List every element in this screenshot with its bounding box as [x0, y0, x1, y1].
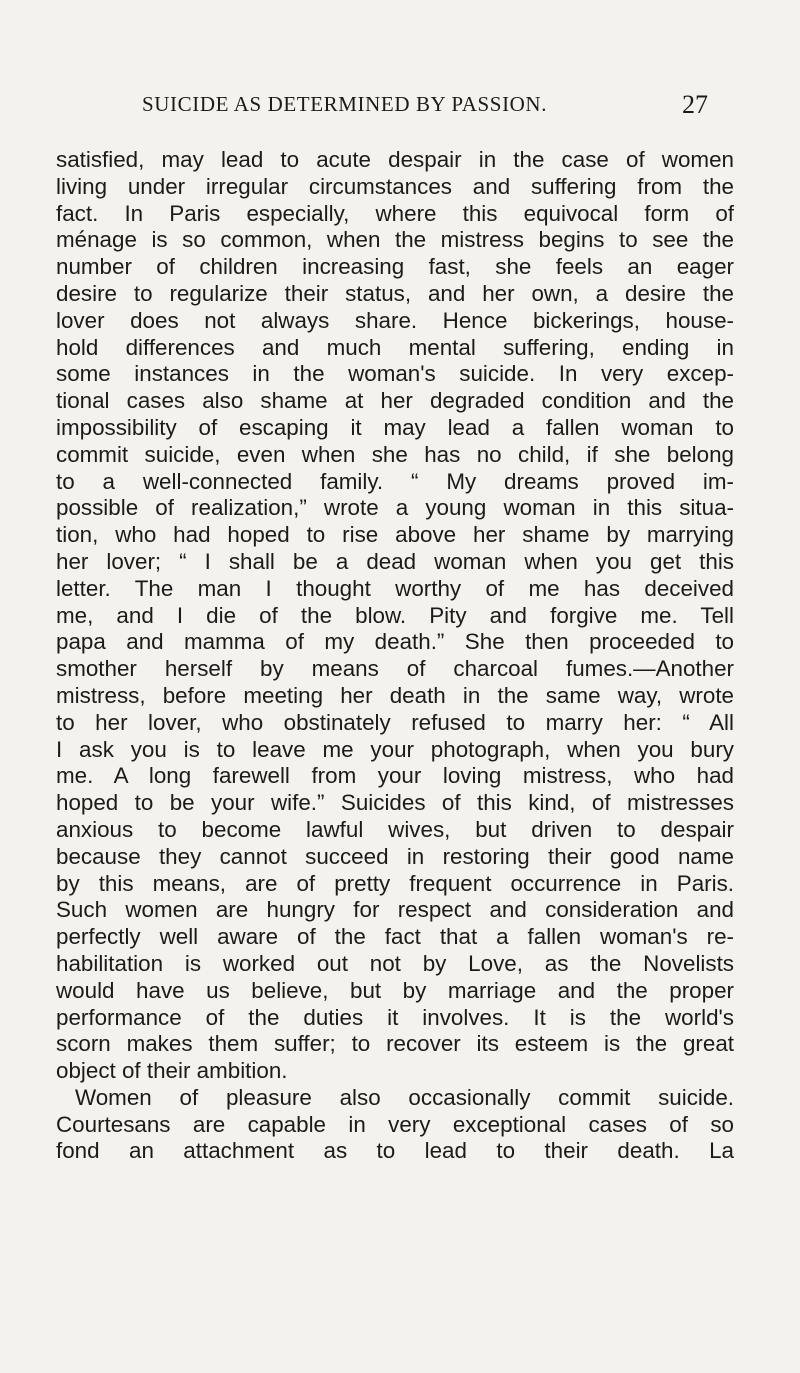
text-line: desire to regularize their status, and her own, a desire the — [56, 280, 734, 306]
text-line: some instances in the woman's suicide. In very excep- — [56, 361, 734, 387]
text-line: perfectly well aware of the fact that a fallen woman's re- — [56, 924, 734, 950]
text-line: lover does not always share. Hence bickerings, house- — [56, 307, 734, 333]
text-line: I ask you is to leave me your photograph, when you bury — [56, 736, 734, 762]
text-line: Courtesans are capable in very exceptional cases of so — [56, 1111, 734, 1137]
text-line: smother herself by means of charcoal fumes.—Another — [56, 656, 734, 682]
text-line: me, and I die of the blow. Pity and forgive me. Tell — [56, 602, 734, 628]
text-line: performance of the duties it involves. It is the world's — [56, 1004, 734, 1030]
text-line: scorn makes them suffer; to recover its esteem is the great — [56, 1031, 734, 1057]
text-line: living under irregular circumstances and suffering from the — [56, 173, 734, 199]
text-line: would have us believe, but by marriage and the proper — [56, 977, 734, 1003]
text-line: habilitation is worked out not by Love, as the Novelists — [56, 950, 734, 976]
page-number: 27 — [682, 90, 708, 119]
text-line: me. A long farewell from your loving mistress, who had — [56, 763, 734, 789]
text-line: commit suicide, even when she has no child, if she belong — [56, 441, 734, 467]
text-line: Such women are hungry for respect and consideration and — [56, 897, 734, 923]
paragraph-start-line: Women of pleasure also occasionally commit suicide. — [75, 1084, 734, 1110]
text-line: number of children increasing fast, she feels an eager — [56, 254, 734, 280]
text-line: mistress, before meeting her death in the same way, wrote — [56, 682, 734, 708]
text-line: possible of realization,” wrote a young woman in this situa- — [56, 495, 734, 521]
text-line: fact. In Paris especially, where this equivocal form of — [56, 200, 734, 226]
text-line: anxious to become lawful wives, but driven to despair — [56, 816, 734, 842]
text-line: her lover; “ I shall be a dead woman when you get this — [56, 548, 734, 574]
body-text — [56, 147, 734, 1165]
page-header — [112, 92, 708, 124]
text-line: because they cannot succeed in restoring their good name — [56, 843, 734, 869]
text-line: ménage is so common, when the mistress begins to see the — [56, 227, 734, 253]
text-line: hoped to be your wife.” Suicides of this kind, of mistresses — [56, 790, 734, 816]
text-line: papa and mamma of my death.” She then proceeded to — [56, 629, 734, 655]
text-line: fond an attachment as to lead to their death. La — [56, 1138, 734, 1164]
paragraph-end-line: object of their ambition. — [56, 1058, 288, 1084]
text-line: satisfied, may lead to acute despair in the case of women — [56, 147, 734, 172]
text-line: by this means, are of pretty frequent occurrence in Paris. — [56, 870, 734, 896]
text-line: to her lover, who obstinately refused to marry her: “ All — [56, 709, 734, 735]
running-head: SUICIDE AS DETERMINED BY PASSION. — [142, 92, 548, 116]
text-line: impossibility of escaping it may lead a fallen woman to — [56, 414, 734, 440]
text-line: letter. The man I thought worthy of me has deceived — [56, 575, 734, 601]
text-line: to a well-connected family. “ My dreams proved im- — [56, 468, 734, 494]
text-line: hold differences and much mental suffering, ending in — [56, 334, 734, 360]
text-line: tion, who had hoped to rise above her shame by marrying — [56, 522, 734, 548]
text-line: tional cases also shame at her degraded condition and the — [56, 388, 734, 414]
